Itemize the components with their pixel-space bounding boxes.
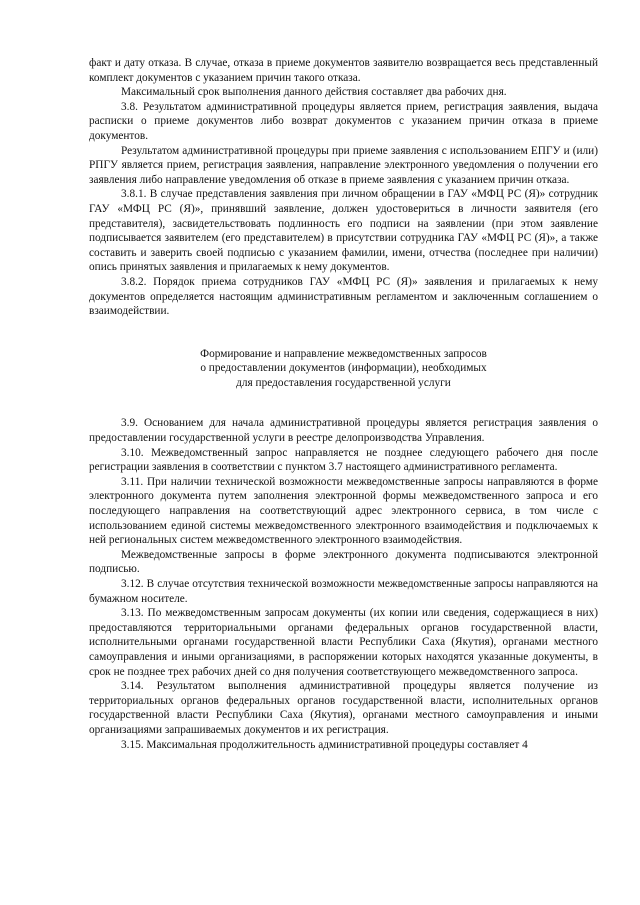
section-heading-line: для предоставления государственной услуги (236, 376, 451, 389)
section-heading-line: Формирование и направление межведомственных запросов (200, 347, 487, 360)
paragraph-max-term: Максимальный срок выполнения данного действия составляет два рабочих дня. (121, 86, 507, 99)
paragraph-3-8-2: 3.8.2. Порядок приема сотрудников ГАУ «МФЦ РС (Я)» заявления и прилагаемых к нему документов определяется настоящим административным регламентом и заключенным соглашением о взаимодействии. (89, 275, 598, 318)
paragraph-3-9: 3.9. Основанием для начала административной процедуры является регистрация заявления о предоставлении государственной услуги в реестре делопроизводства Управления. (89, 417, 598, 445)
paragraph-3-14: 3.14. Результатом выполнения административной процедуры является получение из территориальных органов федеральных органов государственной власти, исполнительных органов государственной власти Республики Саха (Якутия), органами местного самоуправления и иными организациями запрашиваемых документов и их регистрация. (89, 680, 598, 736)
paragraph-3-12: 3.12. В случае отсутствия технической возможности межведомственные запросы направляются на бумажном носителе. (89, 578, 598, 605)
paragraph-refusal-fact: факт и дату отказа. В случае, отказа в приеме документов заявителю возвращается весь представленный комплект документов с указанием причин такого отказа. (89, 57, 598, 84)
paragraph-3-8: 3.8. Результатом административной процедуры является прием, регистрация заявления, выдача расписки о приеме документов либо возврат документов с указанием причин отказа в приеме документов. (89, 100, 598, 142)
paragraph-3-15: 3.15. Максимальная продолжительность административной процедуры составляет 4 (121, 738, 528, 751)
paragraph-3-11: 3.11. При наличии технической возможности межведомственные запросы направляются в форме электронного документа путем заполнения электронной формы межведомственного запроса и его последующего направления на соответствующий адрес электронного сервиса, в том числе с использованием единой системы межведомственного электронного взаимодействия и подключаемых к ней региональных систем межведомственного электронного взаимодействия. (89, 475, 598, 547)
section-heading (89, 347, 598, 391)
paragraph-e-signature: Межведомственные запросы в форме электронного документа подписываются электронной подписью. (89, 548, 598, 576)
paragraph-3-13: 3.13. По межведомственным запросам документы (их копии или сведения, содержащиеся в них) предоставляются территориальными органами федеральных органов государственной власти, исполнительными органами государственной власти Республики Саха (Якутия), органами местного самоуправления и иными организациями, в распоряжении которых находятся указанные документы, в срок не позднее трех рабочих дней со дня получения соответствующего межведомственного запроса. (89, 607, 598, 678)
document-body-top (89, 56, 598, 319)
section-heading-line: о предоставлении документов (информации), необходимых (200, 362, 487, 375)
paragraph-epgu-result: Результатом административной процедуры при приеме заявления с использованием ЕПГУ и (или) РПГУ является прием, регистрация заявления, направление электронного уведомления о получении его заявления либо направление уведомления об отказе в приеме заявления с указанием причин отказа. (89, 144, 598, 186)
paragraph-3-8-1: 3.8.1. В случае представления заявления при личном обращении в ГАУ «МФЦ РС (Я)» сотрудник ГАУ «МФЦ РС (Я)», принявший заявление, должен удостовериться в личности заявителя (его представителя), засвидетельствовать подлинность его подписи на заявлении (при этом заявление подписывается заявителем (его представителем) в присутствии сотрудника ГАУ «МФЦ РС (Я)», а также составить и заверить своей подписью с указанием фамилии, имени, отчества (последнее при наличии) опись принятых заявления и прилагаемых к нему документов. (89, 188, 598, 274)
paragraph-3-10: 3.10. Межведомственный запрос направляется не позднее следующего рабочего дня после регистрации заявления в соответствии с пунктом 3.7 настоящего административного регламента. (89, 446, 598, 474)
document-body-bottom (89, 416, 598, 752)
